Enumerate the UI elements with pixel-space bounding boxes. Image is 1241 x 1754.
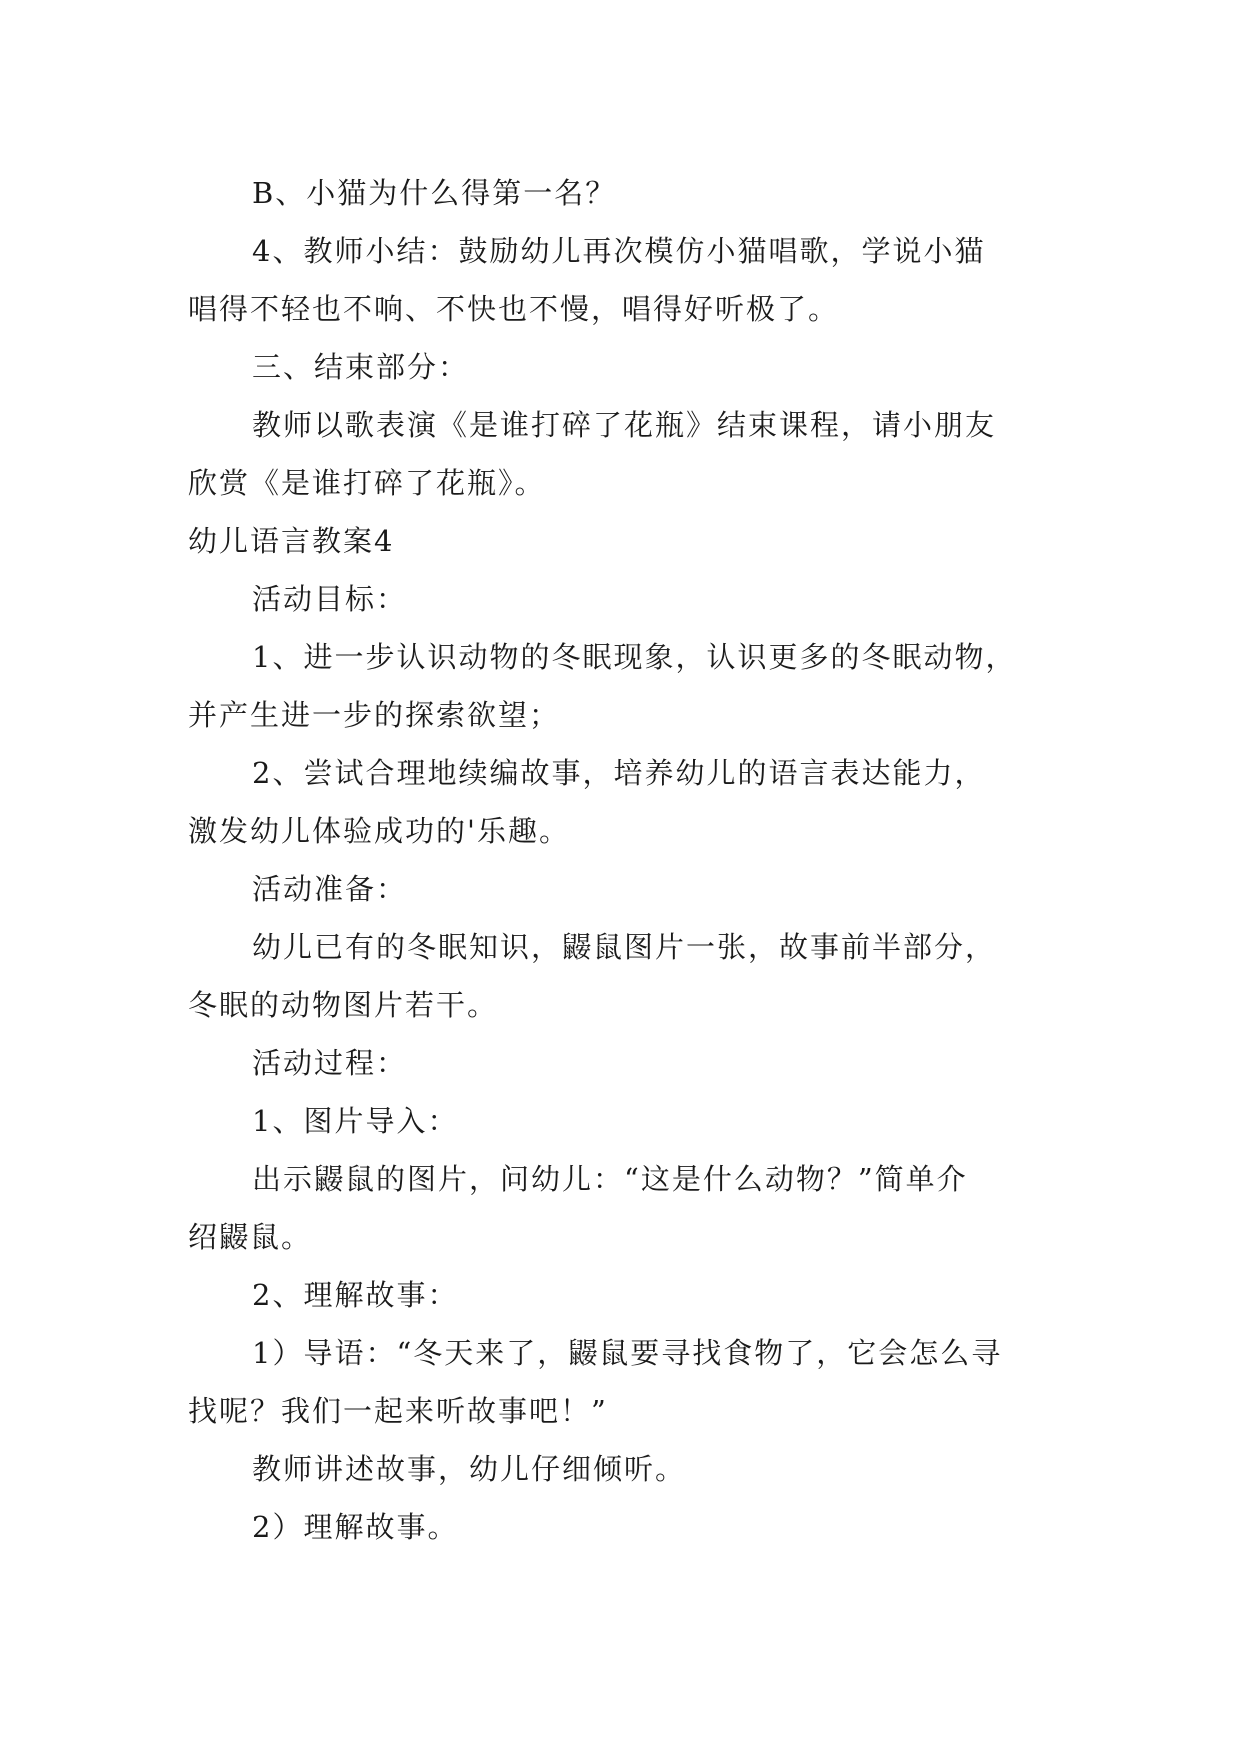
text-line: 1、进一步认识动物的冬眠现象，认识更多的冬眠动物，: [252, 640, 1017, 674]
text-line: 并产生进一步的探索欲望；: [188, 698, 561, 732]
document-body: [188, 164, 1068, 1556]
text-line: 激发幼儿体验成功的'乐趣。: [188, 814, 570, 848]
section-heading: 活动目标：: [252, 582, 408, 616]
step-heading: 2、理解故事：: [252, 1278, 459, 1312]
text-line: 冬眠的动物图片若干。: [188, 988, 499, 1022]
text-line: 1）导语：“冬天来了，鼹鼠要寻找食物了，它会怎么寻: [252, 1336, 1003, 1370]
section-heading: 活动过程：: [252, 1046, 408, 1080]
step-heading: 1、图片导入：: [252, 1104, 459, 1138]
text-line: B、小猫为什么得第一名？: [252, 176, 617, 210]
text-line: 教师讲述故事，幼儿仔细倾听。: [252, 1452, 687, 1486]
text-line: 2、尝试合理地续编故事，培养幼儿的语言表达能力，: [252, 756, 986, 790]
section-heading: 活动准备：: [252, 872, 408, 906]
text-line: 4、教师小结：鼓励幼儿再次模仿小猫唱歌，学说小猫: [252, 234, 986, 268]
text-line: 教师以歌表演《是谁打碎了花瓶》结束课程，请小朋友: [252, 408, 997, 442]
document-title: 幼儿语言教案4: [188, 524, 395, 558]
text-line: 幼儿已有的冬眠知识，鼹鼠图片一张，故事前半部分，: [252, 930, 997, 964]
text-line: 找呢？我们一起来听故事吧！”: [188, 1394, 608, 1428]
text-line: 唱得不轻也不响、不快也不慢，唱得好听极了。: [188, 292, 840, 326]
text-line: 欣赏《是谁打碎了花瓶》。: [188, 466, 546, 500]
text-line: 2）理解故事。: [252, 1510, 459, 1544]
text-line: 出示鼹鼠的图片，问幼儿：“这是什么动物？”简单介: [252, 1162, 968, 1196]
text-line: 绍鼹鼠。: [188, 1220, 313, 1254]
section-heading: 三、结束部分：: [252, 350, 470, 384]
